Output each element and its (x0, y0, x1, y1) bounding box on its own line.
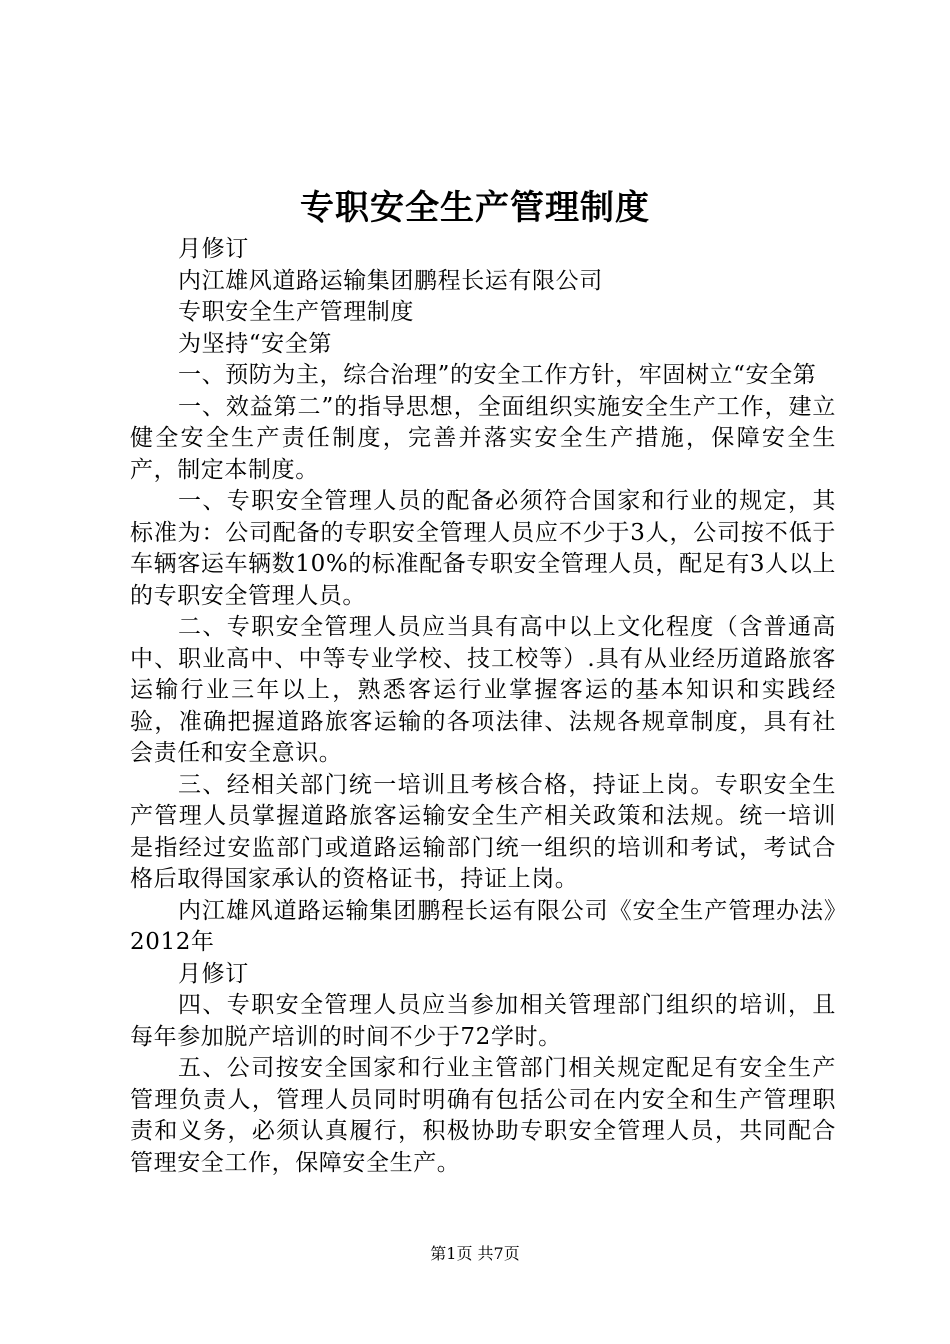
document-body (130, 234, 836, 1179)
paragraph: 一、效益第二”的指导思想，全面组织实施安全生产工作，建立健全安全生产责任制度，完善并落实安全生产措施，保障安全生产，制定本制度。 (130, 393, 836, 483)
paragraph: 内江雄风道路运输集团鹏程长运有限公司《安全生产管理办法》2012年 (130, 897, 836, 955)
paragraph: 三、经相关部门统一培训且考核合格，持证上岗。专职安全生产管理人员掌握道路旅客运输安全生产相关政策和法规。统一培训是指经过安监部门或道路运输部门统一组织的培训和考试，考试合格后取得国家承认的资格证书，持证上岗。 (130, 771, 836, 892)
page-number-footer: 第1页 共7页 (430, 1244, 520, 1263)
paragraph: 一、专职安全管理人员的配备必须符合国家和行业的规定，其标准为：公司配备的专职安全管理人员应不少于3人，公司按不低于车辆客运车辆数10%的标准配备专职安全管理人员，配足有3人以上的专职安全管理人员。 (130, 488, 836, 609)
paragraph: 二、专职安全管理人员应当具有高中以上文化程度（含普通高中、职业高中、中等专业学校、技工校等）.具有从业经历道路旅客运输行业三年以上，熟悉客运行业掌握客运的基本知识和实践经验，准确把握道路旅客运输的各项法律、法规各规章制度，具有社会责任和安全意识。 (130, 614, 836, 766)
paragraph: 月修订 (178, 960, 249, 987)
paragraph: 为坚持“安全第 (178, 330, 332, 357)
paragraph: 五、公司按安全国家和行业主管部门相关规定配足有安全生产管理负责人，管理人员同时明确有包括公司在内安全和生产管理职责和义务，必须认真履行，积极协助专职安全管理人员，共同配合管理安全工作，保障安全生产。 (130, 1055, 836, 1176)
paragraph: 专职安全生产管理制度 (178, 299, 414, 325)
paragraph: 一、预防为主，综合治理”的安全工作方针，牢固树立“安全第 (178, 362, 817, 388)
document-title: 专职安全生产管理制度 (300, 188, 650, 228)
paragraph: 四、专职安全管理人员应当参加相关管理部门组织的培训，且每年参加脱产培训的时间不少于72学时。 (130, 992, 836, 1050)
paragraph: 月修订 (178, 236, 249, 262)
paragraph: 内江雄风道路运输集团鹏程长运有限公司 (178, 267, 603, 294)
